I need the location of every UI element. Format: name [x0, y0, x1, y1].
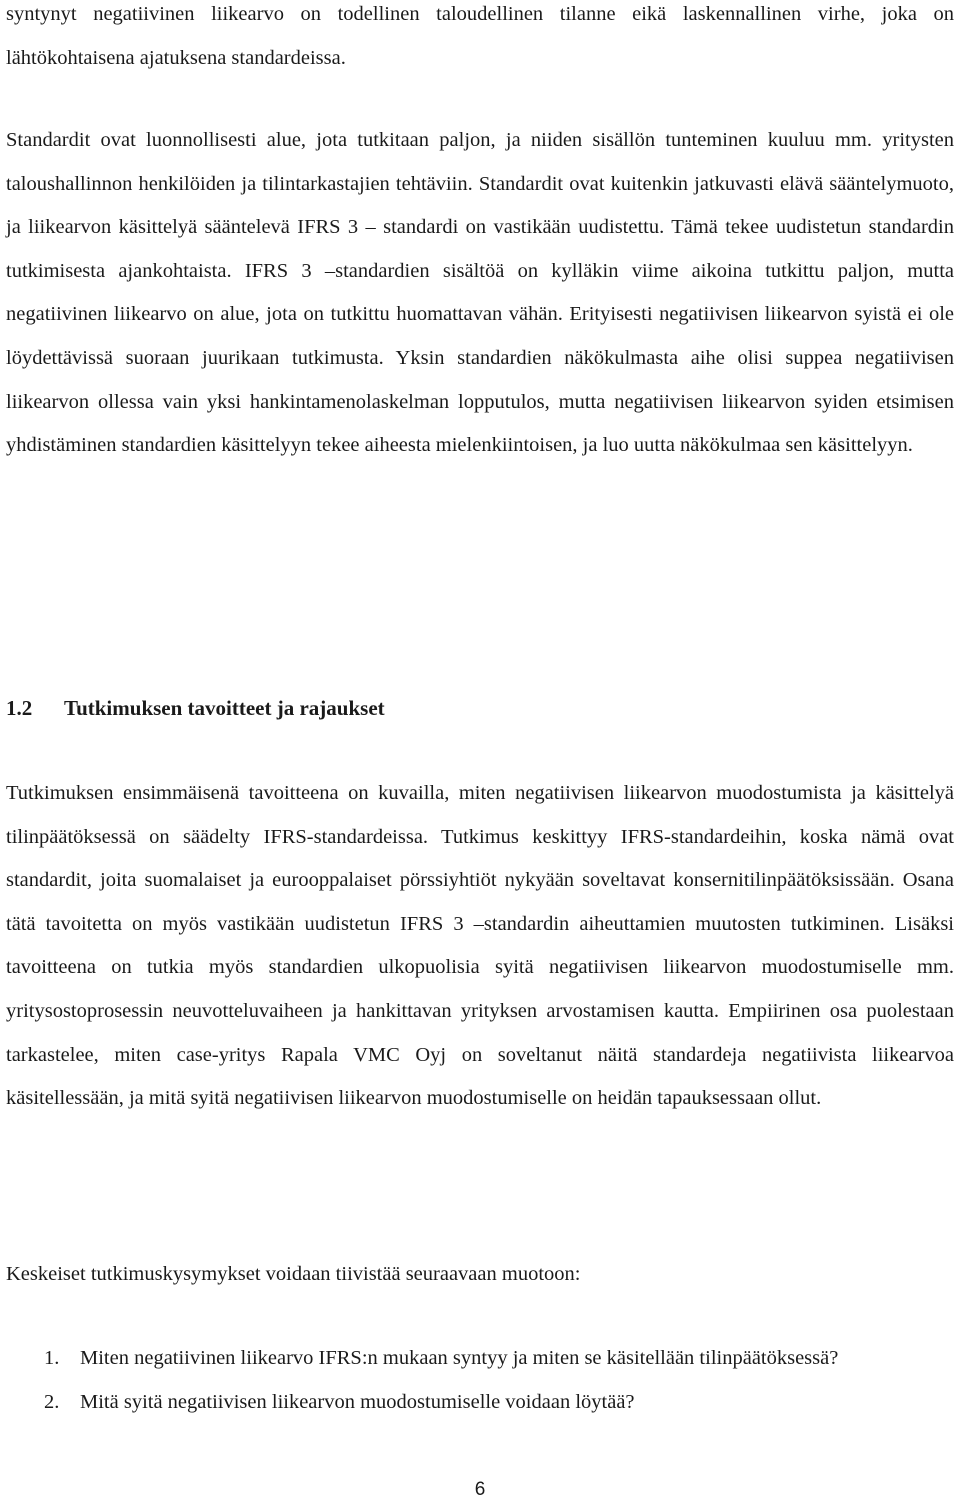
section-title: Tutkimuksen tavoitteet ja rajaukset: [64, 696, 385, 720]
section-number: 1.2: [6, 696, 33, 720]
research-questions-list: [44, 1337, 954, 1424]
list-item-text: Mitä syitä negatiivisen liikearvon muodostumiselle voidaan löytää?: [80, 1390, 635, 1413]
paragraph-standards: Standardit ovat luonnollisesti alue, jota tutkitaan paljon, ja niiden sisällön tunteminen kuuluu mm. yritysten taloushallinnon henkilöiden ja tilintarkastajien tehtäviin. Standardit ovat kuitenkin jatkuvasti elävä sääntelymuoto, ja liikearvon käsittelyä sääntelevä IFRS 3 – standardi on vastikään uudistettu. Tämä tekee uudistetun standardin tutkimisesta ajankohtaista. IFRS 3 –standardien sisältöä on kylläkin viime aikoina tutkittu paljon, mutta negatiivinen liikearvo on alue, jota on tutkittu huomattavan vähän. Erityisesti negatiivisen liikearvon syistä ei ole löydettävissä suoraan juurikaan tutkimusta. Yksin standardien näkökulmasta aihe olisi suppea negatiivisen liikearvon ollessa vain yksi hankintamenolaskelman lopputulos, mutta negatiivisen liikearvon syiden etsimisen yhdistäminen standardien käsittelyyn tekee aiheesta mielenkiintoisen, ja luo uutta näkökulmaa sen käsittelyyn.: [6, 129, 954, 457]
list-item-number: 2.: [44, 1390, 60, 1413]
section-heading: [6, 690, 385, 726]
list-item: [44, 1381, 954, 1425]
list-item-number: 1.: [44, 1347, 60, 1369]
paragraph-objectives: Tutkimuksen ensimmäisenä tavoitteena on kuvailla, miten negatiivisen liikearvon muodostumista ja käsittelyä tilinpäätöksessä on säädelty IFRS-standardeissa. Tutkimus keskittyy IFRS-standardeihin, koska nämä ovat standardit, joita suomalaiset ja eurooppalaiset pörssiyhtiöt nykyään soveltavat konsernitilinpäätöksissään. Osana tätä tavoitetta on myös vastikään uudistetun IFRS 3 –standardin aiheuttamien muutosten tutkiminen. Lisäksi tavoitteena on tutkia myös standardien ulkopuolisia syitä negatiivisen liikearvon muodostumiselle mm. yritysostoprosessin neuvotteluvaiheen ja hankittavan yrityksen arvostamisen kautta. Empiirinen osa puolestaan tarkastelee, miten case-yritys Rapala VMC Oyj on soveltanut näitä standardeja negatiivista liikearvoa käsitellessään, ja mitä syitä negatiivisen liikearvon muodostumiselle on heidän tapauksessaan ollut.: [6, 782, 954, 1110]
list-item: [44, 1337, 954, 1381]
list-item-text: Miten negatiivinen liikearvo IFRS:n mukaan syntyy ja miten se käsitellään tilinpäätöksessä?: [80, 1347, 839, 1369]
page-number: 6: [474, 1479, 486, 1500]
paragraph-research-questions-intro: Keskeiset tutkimuskysymykset voidaan tiivistää seuraavaan muotoon:: [6, 1263, 581, 1285]
paragraph-continued: syntynyt negatiivinen liikearvo on todellinen taloudellinen tilanne eikä laskennallinen virhe, joka on lähtökohtaisena ajatuksena standardeissa.: [6, 3, 954, 69]
